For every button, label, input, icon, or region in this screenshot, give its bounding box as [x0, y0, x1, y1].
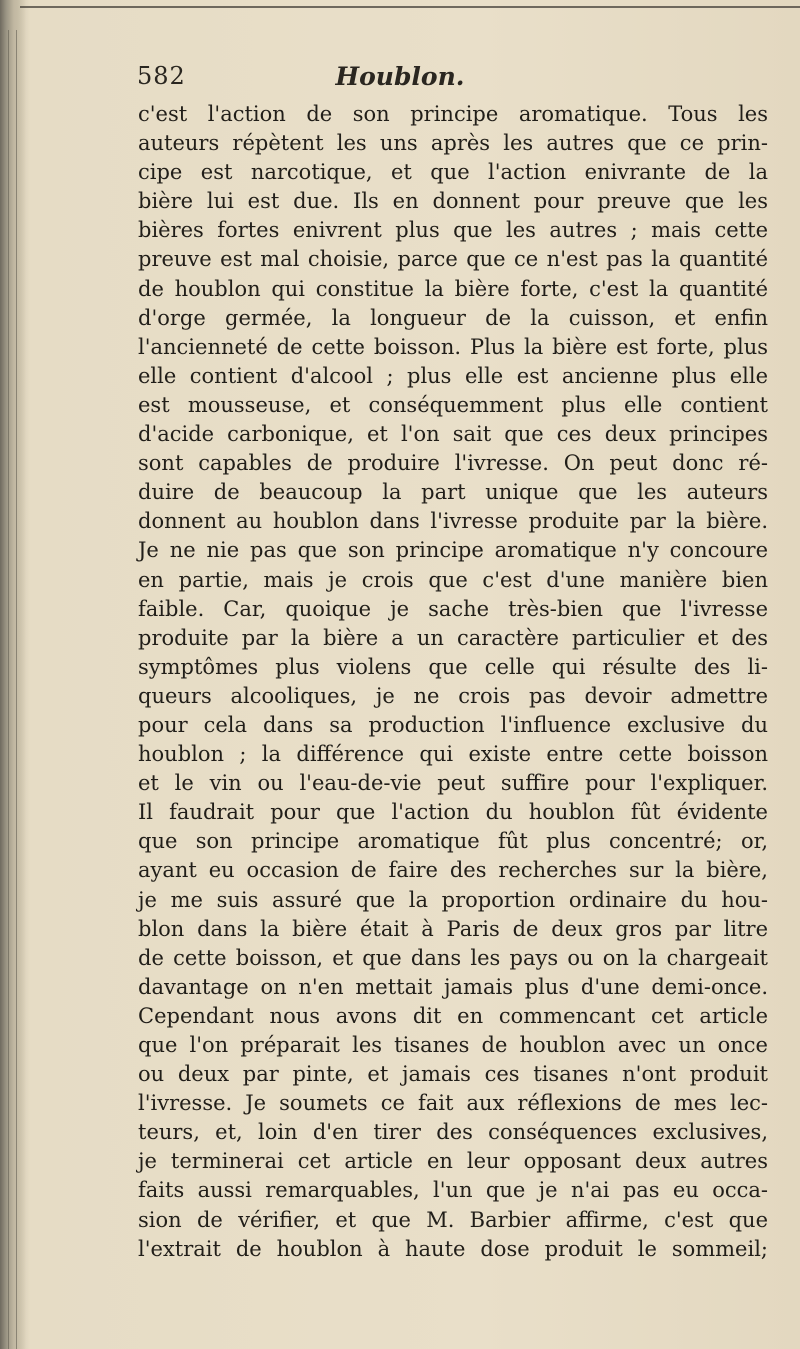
- text-line: symptômes plus violens que celle qui résulte des li-: [138, 654, 768, 679]
- text-line: c'est l'action de son principe aromatique. Tous les: [138, 102, 768, 126]
- text-line: l'ivresse. Je soumets ce fait aux réflexions de mes lec-: [138, 1091, 768, 1116]
- text-line: Il faudrait pour que l'action du houblon fût évidente: [138, 800, 768, 825]
- gutter-edge-line: [16, 30, 17, 1349]
- text-line: Je ne nie pas que son principe aromatique n'y concoure: [138, 538, 768, 563]
- text-line: l'ancienneté de cette boisson. Plus la bière est forte, plus: [138, 334, 768, 359]
- text-line: elle contient d'alcool ; plus elle est ancienne plus elle: [138, 363, 768, 388]
- page-number: 582: [137, 62, 186, 90]
- text-line: bières fortes enivrent plus que les autres ; mais cette: [138, 218, 768, 243]
- top-edge-rule: [20, 6, 800, 8]
- text-line: sont capables de produire l'ivresse. On peut donc ré-: [138, 451, 768, 476]
- text-line: que l'on préparait les tisanes de houblon avec un once: [138, 1033, 768, 1057]
- text-line: preuve est mal choisie, parce que ce n'est pas la quantité: [138, 247, 768, 272]
- text-line: produite par la bière a un caractère particulier et des: [138, 625, 768, 650]
- text-line: faits aussi remarquables, l'un que je n'ai pas eu occa-: [138, 1178, 768, 1203]
- text-line: d'acide carbonique, et l'on sait que ces deux principes: [138, 422, 768, 447]
- text-line: sion de vérifier, et que M. Barbier affirme, c'est que: [138, 1207, 768, 1232]
- running-title: Houblon.: [335, 62, 465, 91]
- text-line: ou deux par pinte, et jamais ces tisanes n'ont produit: [138, 1062, 768, 1087]
- text-line: donnent au houblon dans l'ivresse produite par la bière.: [138, 509, 768, 534]
- text-line: de houblon qui constitue la bière forte, c'est la quantité: [138, 276, 768, 301]
- text-line: est mousseuse, et conséquemment plus elle contient: [138, 392, 768, 417]
- text-line: de cette boisson, et que dans les pays ou on la chargeait: [138, 945, 768, 970]
- text-line: davantage on n'en mettait jamais plus d'une demi-once.: [138, 974, 768, 999]
- text-line: pour cela dans sa production l'influence exclusive du: [138, 712, 768, 737]
- text-line: teurs, et, loin d'en tirer des conséquences exclusives,: [138, 1120, 768, 1145]
- text-line: en partie, mais je crois que c'est d'une manière bien: [138, 567, 768, 592]
- body-text: [138, 100, 768, 1264]
- text-line: je terminerai cet article en leur opposant deux autres: [138, 1149, 768, 1174]
- text-line: duire de beaucoup la part unique que les auteurs: [138, 480, 768, 505]
- page-header: [0, 62, 800, 98]
- text-line: l'extrait de houblon à haute dose produit le sommeil;: [138, 1236, 768, 1261]
- text-line: Cependant nous avons dit en commencant cet article: [138, 1003, 768, 1028]
- text-line: auteurs répètent les uns après les autres que ce prin-: [138, 131, 768, 156]
- gutter-edge-line: [8, 30, 9, 1349]
- text-line: queurs alcooliques, je ne crois pas devoir admettre: [138, 683, 768, 708]
- text-line: faible. Car, quoique je sache très-bien que l'ivresse: [138, 596, 768, 621]
- text-line: d'orge germée, la longueur de la cuisson, et enfin: [138, 305, 768, 330]
- text-line: cipe est narcotique, et que l'action enivrante de la: [138, 160, 768, 185]
- page-gutter: [0, 0, 26, 1349]
- text-line: houblon ; la différence qui existe entre cette boisson: [138, 742, 768, 767]
- text-line: blon dans la bière était à Paris de deux gros par litre: [138, 916, 768, 941]
- text-line: ayant eu occasion de faire des recherches sur la bière,: [138, 858, 768, 883]
- text-line: que son principe aromatique fût plus concentré; or,: [138, 829, 768, 854]
- text-line: bière lui est due. Ils en donnent pour preuve que les: [138, 189, 768, 214]
- text-line: et le vin ou l'eau-de-vie peut suffire pour l'expliquer.: [138, 771, 768, 796]
- text-line: je me suis assuré que la proportion ordinaire du hou-: [138, 887, 768, 912]
